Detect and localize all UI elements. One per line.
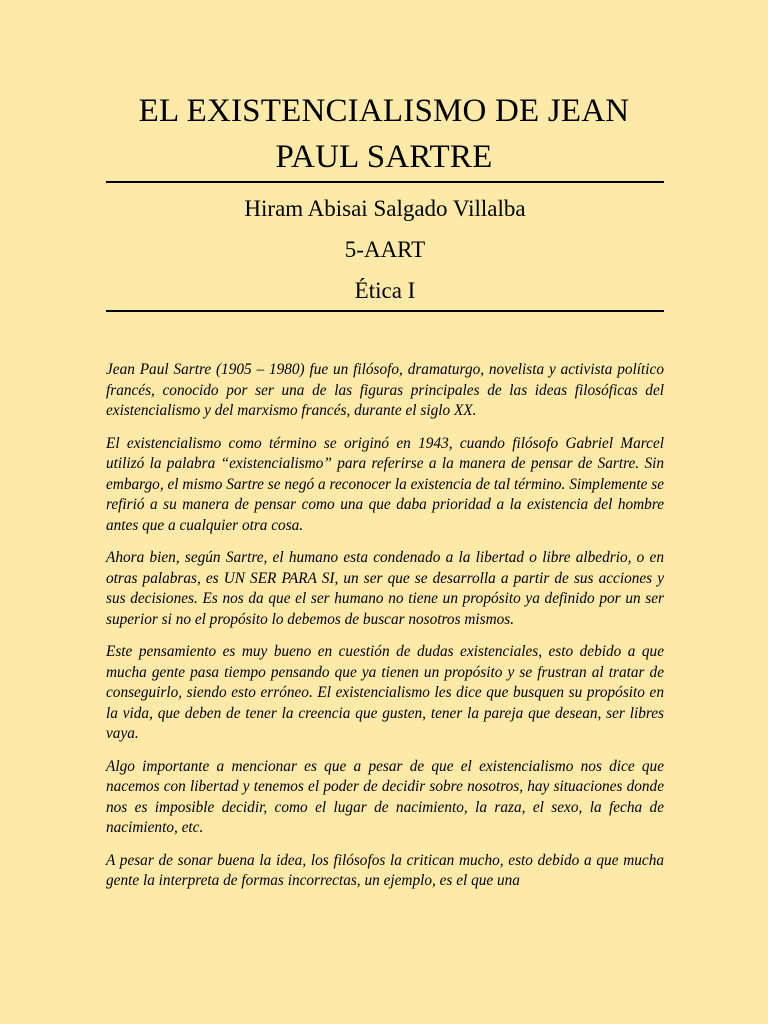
title-line-2: PAUL SARTRE: [275, 139, 493, 175]
header-rule-bottom: [106, 310, 664, 312]
group-label: 5-AART: [344, 237, 426, 262]
body-paragraph: Ahora bien, según Sartre, el humano esta condenado a la libertad o libre albedrio, o en otras palabras, es UN SER PARA SI, un ser que se desarrolla a partir de sus acciones y sus decisiones. Es nos da que el ser humano no tiene un propósito ya definido por un ser superior si no el propósito lo debemos de buscar nosotros mismos.: [106, 549, 664, 628]
author-name: Hiram Abisai Salgado Villalba: [244, 196, 526, 221]
document-title: [90, 88, 678, 180]
body-paragraph: Este pensamiento es muy bueno en cuestión de dudas existenciales, esto debido a que mucha gente pasa tiempo pensando que ya tienen un propósito y se frustran al tratar de conseguirlo, siendo esto erróneo. El existencialismo les dice que busquen su propósito en la vida, que deben de tener la creencia que gusten, tener la pareja que desean, ser libres vaya.: [106, 643, 664, 742]
body-paragraph: El existencialismo como término se originó en 1943, cuando filósofo Gabriel Marcel utilizó la palabra “existencialismo” para referirse a la manera de pensar de Sartre. Sin embargo, el mismo Sartre se negó a reconocer la existencia de tal término. Simplemente se refirió a su manera de pensar como una que daba prioridad a la existencia del hombre antes que a cualquier otra cosa.: [106, 434, 664, 534]
subject-label: Ética I: [354, 278, 416, 303]
header-rule-top: [106, 181, 664, 183]
body-paragraph: Algo importante a mencionar es que a pesar de que el existencialismo nos dice que nacemos con libertad y tenemos el poder de decidir sobre nosotros, hay situaciones donde nos es imposible decidir, como el lugar de nacimiento, la raza, el sexo, la fecha de nacimiento, etc.: [106, 757, 664, 836]
body-paragraph: A pesar de sonar buena la idea, los filósofos la critican mucho, esto debido a que mucha gente la interpreta de formas incorrectas, un ejemplo, es el que una: [106, 851, 664, 889]
body-paragraph: Jean Paul Sartre (1905 – 1980) fue un filósofo, dramaturgo, novelista y activista político francés, conocido por ser una de las figuras principales de las ideas filosóficas del existencialismo y del marxismo francés, durante el siglo XX.: [106, 361, 664, 419]
document-body: [106, 360, 664, 904]
title-line-1: EL EXISTENCIALISMO DE JEAN: [138, 93, 630, 129]
